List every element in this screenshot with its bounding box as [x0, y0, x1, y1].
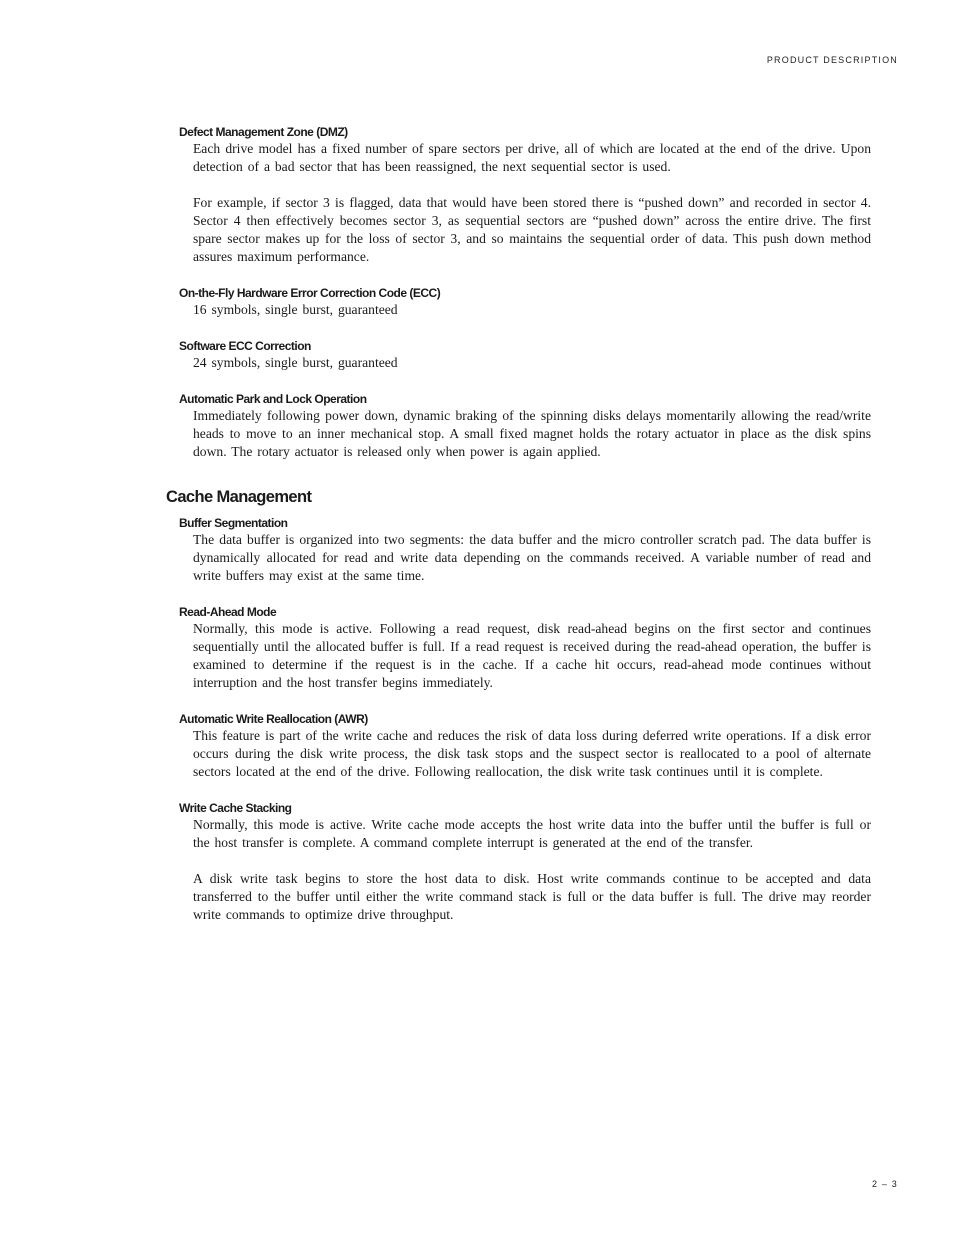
section-title-cache-management: Cache Management [166, 488, 312, 506]
heading-software-ecc: Software ECC Correction [179, 339, 311, 353]
section-park-lock [166, 391, 871, 461]
heading-awr: Automatic Write Reallocation (AWR) [179, 712, 368, 726]
section-awr [166, 711, 871, 781]
heading-hardware-ecc: On-the-Fly Hardware Error Correction Code (ECC) [179, 286, 441, 300]
paragraph: Each drive model has a fixed number of spare sectors per drive, all of which are located at the end of the drive. Upon detection of a bad sector that has been reassigned, the next sequential sector is used. [193, 141, 871, 174]
heading-buffer-segmentation: Buffer Segmentation [179, 516, 288, 530]
section-dmz [166, 124, 871, 266]
section-read-ahead [166, 604, 871, 692]
page-number: 2 – 3 [871, 1179, 898, 1189]
heading-write-cache-stacking: Write Cache Stacking [179, 801, 292, 815]
paragraph: Normally, this mode is active. Following a read request, disk read-ahead begins on the first sector and continues sequentially until the allocated buffer is full. If a read request is received during the read-ahead operation, the buffer is examined to determine if the request is in the cache. If a cache hit occurs, read-ahead mode continues without interruption and the host transfer begins immediately. [193, 621, 871, 690]
paragraph: Normally, this mode is active. Write cache mode accepts the host write data into the buffer until the buffer is full or the host transfer is complete. A command complete interrupt is generated at the end of the transfer. [193, 817, 871, 850]
page-content [166, 124, 871, 943]
paragraph: A disk write task begins to store the host data to disk. Host write commands continue to be accepted and data transferred to the buffer until either the write command stack is full or the data buffer is full. The drive may reorder write commands to optimize drive throughput. [193, 871, 871, 922]
paragraph: 16 symbols, single burst, guaranteed [193, 302, 398, 317]
heading-read-ahead: Read-Ahead Mode [179, 605, 277, 619]
section-hardware-ecc [166, 285, 871, 319]
section-write-cache-stacking [166, 800, 871, 924]
paragraph: This feature is part of the write cache and reduces the risk of data loss during deferred write operations. If a disk error occurs during the disk write process, the disk task stops and the suspect sector is reallocated to a pool of alternate sectors located at the end of the drive. Following reallocation, the disk write task continues until it is complete. [193, 728, 871, 779]
spacer [166, 480, 871, 487]
section-buffer-segmentation [166, 515, 871, 585]
paragraph: Immediately following power down, dynamic braking of the spinning disks delays momentarily allowing the read/write heads to move to an inner mechanical stop. A small fixed magnet holds the rotary actuator in place as the disk spins down. The rotary actuator is released only when power is again applied. [193, 408, 871, 459]
paragraph: 24 symbols, single burst, guaranteed [193, 355, 398, 370]
paragraph: For example, if sector 3 is flagged, data that would have been stored there is “pushed down” and recorded in sector 4. Sector 4 then effectively becomes sector 3, as sequential sectors are “pushed down” across the entire drive. The first spare sector makes up for the loss of sector 3, and so maintains the sequential order of data. This push down method assures maximum performance. [193, 195, 871, 264]
heading-park-lock: Automatic Park and Lock Operation [179, 392, 367, 406]
section-software-ecc [166, 338, 871, 372]
heading-dmz: Defect Management Zone (DMZ) [179, 125, 348, 139]
running-header: PRODUCT DESCRIPTION [766, 55, 898, 65]
paragraph: The data buffer is organized into two segments: the data buffer and the micro controller scratch pad. The data buffer is dynamically allocated for read and write data depending on the commands received. A variable number of read and write buffers may exist at the same time. [193, 532, 871, 583]
